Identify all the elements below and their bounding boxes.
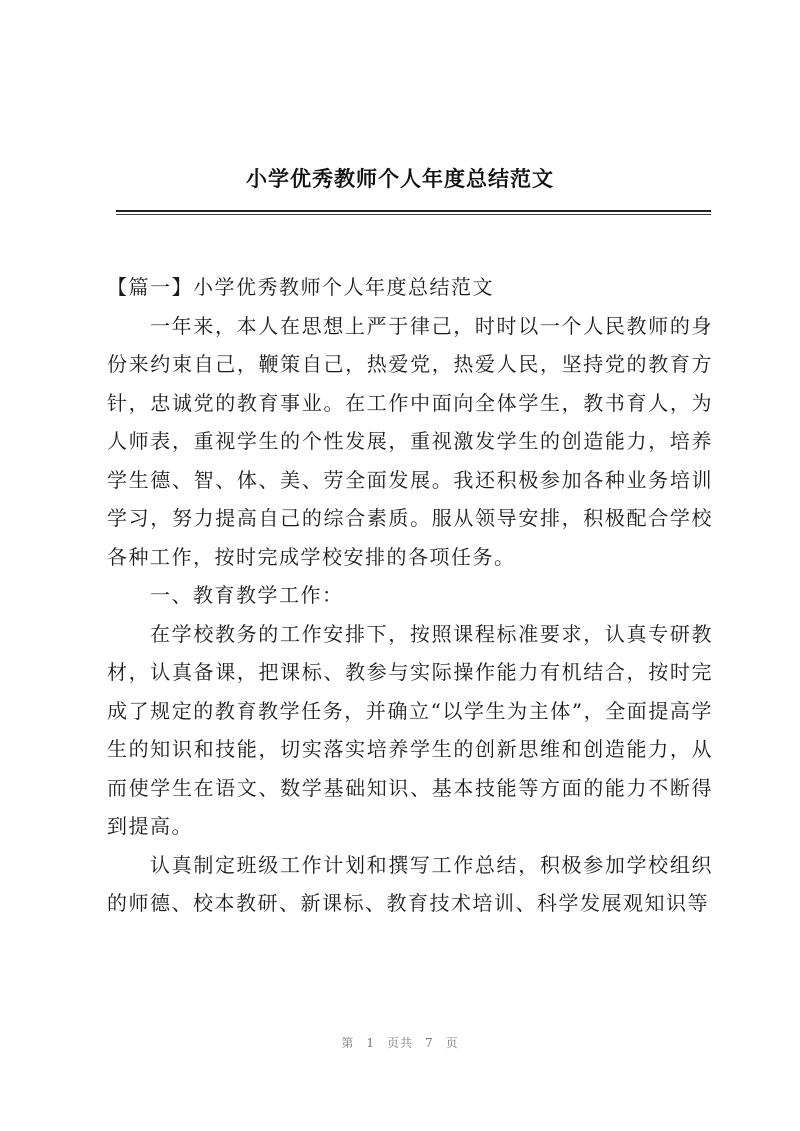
footer-current-page: 1 <box>366 1036 375 1050</box>
paragraph: 在学校教务的工作安排下，按照课程标准要求，认真专研教材，认真备课，把课标、教参与实际操作能力有机结合，按时完成了规定的教育教学任务，并确立“以学生为主体”，全面提高学生的知识和技能，切实落实培养学生的创新思维和创造能力，从而使学生在语文、数学基础知识、基本技能等方面的能力不断得到提高。 <box>107 621 713 838</box>
footer-suffix: 页 <box>445 1036 459 1050</box>
title-divider-thick <box>116 210 711 212</box>
document-title: 小学优秀教师个人年度总结范文 <box>246 166 554 191</box>
paragraph: 一年来，本人在思想上严于律己，时时以一个人民教师的身份来约束自己，鞭策自己，热爱党，热爱人民，坚持党的教育方针，忠诚党的教育事业。在工作中面向全体学生，教书育人，为人师表，重视学生的个性发展，重视激发学生的创造能力，培养学生德、智、体、美、劳全面发展。我还积极参加各种业务培训学习，努力提高自己的综合素质。服从领导安排，积极配合学校各种工作，按时完成学校安排的各项任务。 <box>107 313 713 569</box>
document-body <box>107 268 713 923</box>
section-heading: 【篇一】小学优秀教师个人年度总结范文 <box>107 275 494 299</box>
page-footer <box>0 1034 800 1051</box>
title-divider-thin <box>116 214 711 215</box>
footer-prefix: 第 <box>341 1036 355 1050</box>
subsection-heading: 一、教育教学工作： <box>150 583 344 607</box>
footer-middle: 页共 <box>386 1036 413 1050</box>
paragraph: 认真制定班级工作计划和撰写工作总结，积极参加学校组织的师德、校本教研、新课标、教育技术培训、科学发展观知识等 <box>107 852 713 915</box>
footer-total-pages: 7 <box>425 1036 434 1050</box>
